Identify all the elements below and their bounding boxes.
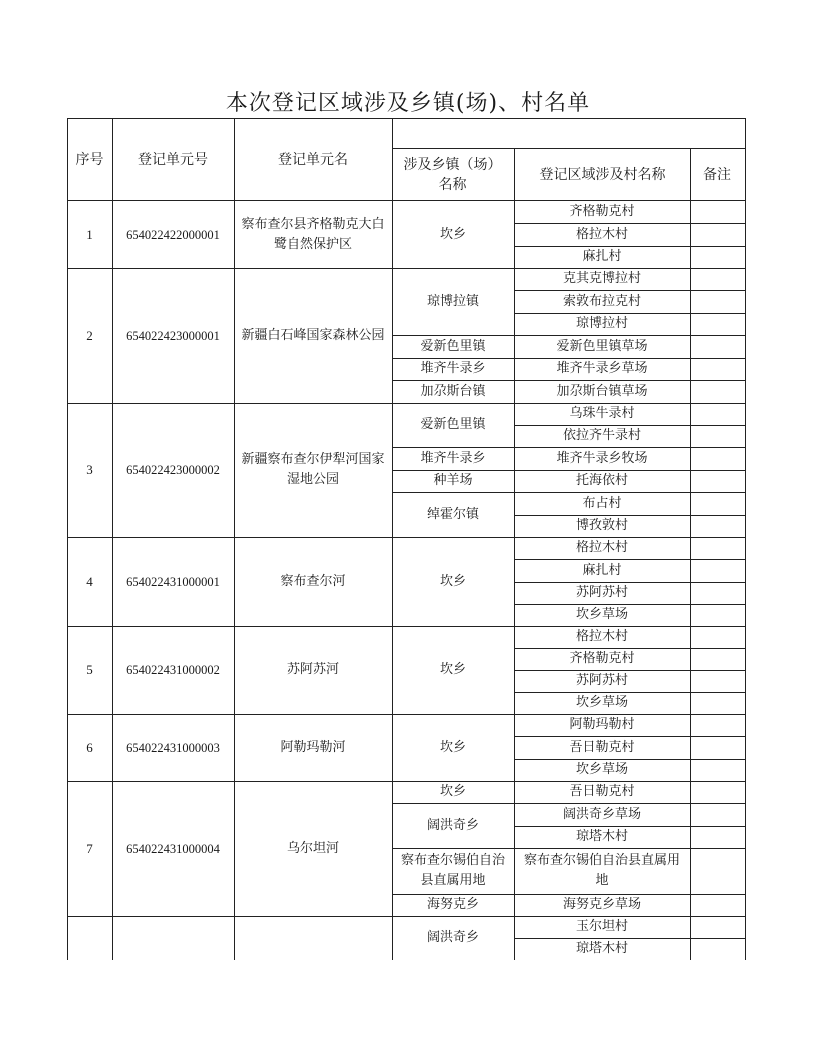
unit-seq: 4 xyxy=(86,573,93,589)
village-cell: 齐格勒克村 xyxy=(569,651,635,666)
village-cell: 托海依村 xyxy=(575,473,628,488)
village-cell: 麻扎村 xyxy=(582,562,622,578)
grid-line xyxy=(392,148,746,149)
unit-seq: 6 xyxy=(86,739,93,755)
village-cell: 阿勒玛勒村 xyxy=(569,717,635,732)
town-cell: 阔洪奇乡 xyxy=(426,930,479,945)
grid-line xyxy=(690,148,691,960)
town-cell: 坎乡 xyxy=(439,226,466,242)
village-cell: 坎乡草场 xyxy=(575,762,628,777)
unit-seq: 1 xyxy=(86,226,93,242)
village-cell: 吾日勒克村 xyxy=(569,784,635,799)
town-cell: 琼博拉镇 xyxy=(426,293,479,309)
village-cell: 堆齐牛录乡草场 xyxy=(556,361,648,376)
unit-code: 654022431000003 xyxy=(126,740,220,755)
village-cell: 玉尔坦村 xyxy=(575,919,628,934)
town-cell: 察布查尔锡伯自治县直属用地 xyxy=(400,853,505,888)
header-village: 登记区域涉及村名称 xyxy=(539,167,666,183)
town-cell: 坎乡 xyxy=(439,784,466,799)
header-note: 备注 xyxy=(703,167,731,183)
unit-name: 乌尔坦河 xyxy=(286,840,339,856)
town-cell: 阔洪奇乡 xyxy=(426,817,479,833)
village-cell: 海努克乡草场 xyxy=(562,897,641,912)
village-cell: 齐格勒克村 xyxy=(569,204,635,219)
village-cell: 吾日勒克村 xyxy=(569,739,635,755)
village-cell: 琼博拉村 xyxy=(575,316,628,331)
unit-name: 察布查尔河 xyxy=(280,573,346,589)
unit-code: 654022423000001 xyxy=(126,328,220,343)
village-cell: 坎乡草场 xyxy=(575,695,628,710)
village-cell: 堆齐牛录乡牧场 xyxy=(556,450,648,466)
town-cell: 堆齐牛录乡 xyxy=(420,361,486,376)
village-cell: 加尕斯台镇草场 xyxy=(556,383,648,399)
unit-name: 阿勒玛勒河 xyxy=(280,739,346,755)
village-cell: 索敦布拉克村 xyxy=(562,293,641,309)
village-cell: 布占村 xyxy=(582,495,622,511)
village-cell: 麻扎村 xyxy=(582,249,622,264)
village-cell: 坎乡草场 xyxy=(575,607,628,622)
village-cell: 苏阿苏村 xyxy=(575,673,628,688)
header-unit-name: 登记单元名 xyxy=(278,151,348,168)
town-cell: 坎乡 xyxy=(439,662,466,677)
village-cell: 察布查尔锡伯自治县直属用地 xyxy=(524,853,681,888)
town-cell: 坎乡 xyxy=(439,573,466,589)
unit-seq: 5 xyxy=(86,662,93,677)
header-town: 涉及乡镇（场）名称 xyxy=(403,157,502,193)
unit-seq: 2 xyxy=(86,327,93,343)
village-cell: 格拉木村 xyxy=(575,629,628,644)
village-cell: 格拉木村 xyxy=(575,540,628,555)
town-cell: 坎乡 xyxy=(439,739,466,755)
village-cell: 博孜敦村 xyxy=(575,518,628,533)
unit-code: 654022431000004 xyxy=(126,841,220,856)
unit-code: 654022431000001 xyxy=(126,574,220,589)
unit-name: 新疆白石峰国家森林公园 xyxy=(241,327,385,343)
header-seq: 序号 xyxy=(75,151,104,168)
unit-seq: 3 xyxy=(86,462,93,477)
town-cell: 海努克乡 xyxy=(426,897,479,912)
village-cell: 爱新色里镇草场 xyxy=(556,338,648,354)
unit-name: 苏阿苏河 xyxy=(286,662,339,677)
header-unit-code: 登记单元号 xyxy=(138,151,208,168)
town-cell: 加尕斯台镇 xyxy=(420,383,486,399)
unit-code: 654022431000002 xyxy=(126,663,220,677)
village-cell: 苏阿苏村 xyxy=(575,585,628,600)
unit-code: 654022422000001 xyxy=(126,227,220,242)
village-cell: 格拉木村 xyxy=(575,226,628,242)
village-cell: 克其克博拉村 xyxy=(562,271,641,286)
town-cell: 爱新色里镇 xyxy=(420,338,486,354)
town-cell: 种羊场 xyxy=(433,473,473,488)
unit-name: 新疆察布查尔伊犁河国家湿地公园 xyxy=(241,452,385,487)
document-title: 本次登记区域涉及乡镇(场)、村名单 xyxy=(225,91,591,116)
town-cell: 堆齐牛录乡 xyxy=(420,450,486,466)
town-cell: 爱新色里镇 xyxy=(420,417,486,432)
village-cell: 琼塔木村 xyxy=(575,941,628,956)
village-cell: 阔洪奇乡草场 xyxy=(562,806,641,822)
town-cell: 绰霍尔镇 xyxy=(426,506,479,522)
unit-name: 察布查尔县齐格勒克大白鹭自然保护区 xyxy=(241,216,385,252)
unit-seq: 7 xyxy=(86,840,93,856)
grid-line xyxy=(745,118,746,960)
village-cell: 琼塔木村 xyxy=(575,829,628,844)
village-cell: 依拉齐牛录村 xyxy=(562,428,641,443)
village-cell: 乌珠牛录村 xyxy=(569,406,635,421)
unit-code: 654022423000002 xyxy=(126,463,220,477)
